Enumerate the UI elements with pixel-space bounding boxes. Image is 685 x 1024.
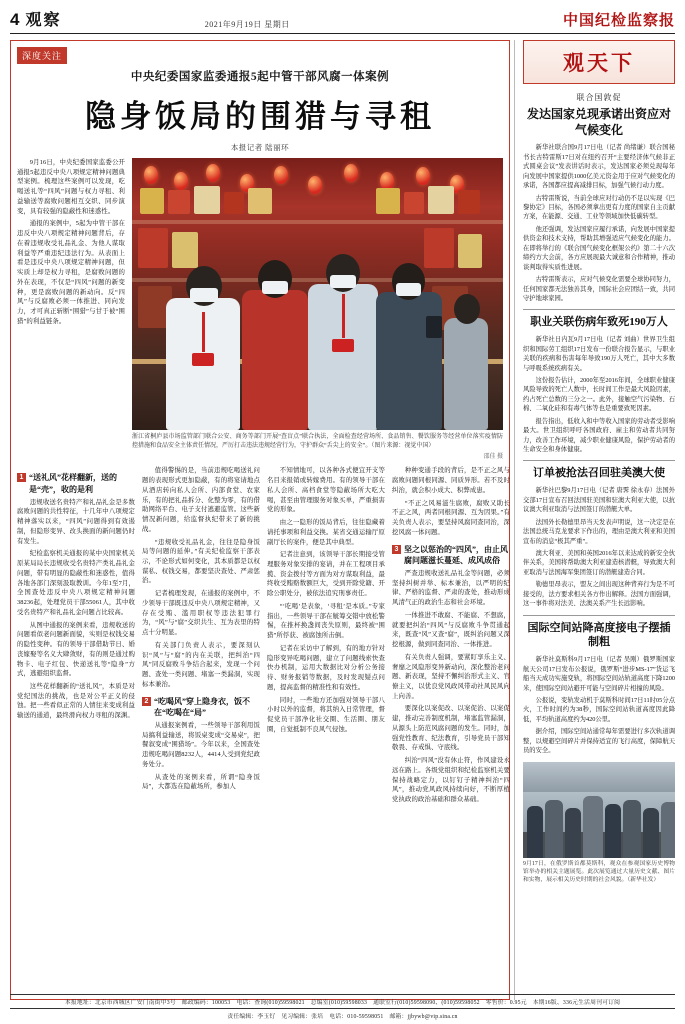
paragraph: 严查违规收送礼品礼金等问题，必须坚持纠树并举、标本兼治，以严明的纪律、严格的监督、严肃的查处，推动形成风清气正的政治生态和社会环境。 [392, 569, 510, 607]
feature-column-4 [267, 466, 385, 807]
feature-photo-credit: 邵佳 摄 [483, 454, 503, 461]
world-news-column [514, 40, 675, 1000]
paragraph: 同时，一些地方还加强对领导干部八小时以外的监督，将其纳入日常管理，督促党员干部净化社交圈、生活圈、朋友圈，自觉抵制不良风气侵蚀。 [267, 696, 385, 733]
issue-date: 2021年9月19日 星期日 [204, 20, 290, 29]
feature-columns [17, 466, 510, 807]
divider [523, 615, 675, 616]
paragraph: 要深化以案促改、以案促治、以案促建，推动完善制度机制，堵塞监管漏洞，从源头上防范风腐问题的发生。同时，加强党性教育、纪法教育，引导党员干部知敬畏、存戒惧、守底线。 [392, 705, 510, 752]
news-headline: 国际空间站降高度接电子摆插制粗 [527, 621, 671, 649]
paragraph: 通报的案例中，5起为中管干部在违反中央八项规定精神问题背后，存在着违规收受礼品礼金、为他人谋取利益等严重违纪违法行为。从表面上看是违反中央八项规定精神问题，但实质上却是权力寻租，是腐败问题的外在表现，不仅是“四风”问题的新变种，更是腐败问题的新动向。反“四风”与反腐败必须一体推进、同向发力，才可真正斩断“围猎”与甘于被“围猎”的利益链条。 [17, 220, 125, 325]
page-number: 4 [10, 10, 20, 29]
paragraph: 从图中通报的案例来看，违规收送的问题看似老问题新面貌，实则是权钱交易的隐性变种。有的领导干部借助节日、婚丧嫁娶等名义大肆敛财，有的则是通过购物卡、电子红包、快递送礼等“隐身”方式，逃避组织监督。 [17, 621, 135, 678]
paragraph: 记者梳理发现，在通报的案例中，不少领导干部既违反中央八项规定精神，又存在受贿、滥用职权等违法犯罪行为，“风”与“腐”交织共生、互为表里的特点十分明显。 [142, 590, 260, 637]
feature-byline: 本报记者 陆丽环 [230, 143, 290, 152]
paragraph: 据介绍，国际空间站通常每年需要进行多次轨道调整，以规避空间碎片并保持适宜的飞行高度，保障航天员的安全。 [523, 728, 675, 755]
subheading-text: 坚之以惩治的“四风”，由止风腐问题滋长蔓延、成风成俗 [404, 544, 508, 565]
news-headline: 订单被抢法召回驻美澳大使 [533, 467, 665, 480]
feature-tag-row [17, 47, 503, 64]
paragraph: 记者注意到，该领导干部长期接受管理服务对象安排的宴请，并在工程项目承揽、资金拨付等方面为对方谋取利益，最终收受贿赂数额巨大，受到开除党籍、开除公职处分，被依法追究刑事责任。 [267, 551, 385, 598]
news-headline: 发达国家兑现承诺出资应对气候变化 [526, 107, 671, 138]
news-eyebrow: 联合国敦促 [576, 93, 622, 102]
feature-photo-caption: 浙江省桐庐县市场监管部门联合公安、商务等部门开展“查盲点”联合执法，全面检查经营场所、食品销售、餐饮服务等经营单位落实疫情防控措施和食品安全主体责任情况，严厉打击违法违规经营行为，守护群众“舌尖上的安全”。（图片来源：视觉中国） [132, 434, 503, 449]
paragraph: 从查处的案例来看，所谓“隐身饭局”，大都选在隐蔽场所，参加人 [142, 773, 260, 791]
paragraph: 这些花样翻新的“送礼风”，本质是对党纪国法的挑战，也是对公平正义的侵蚀。把一些看似正常的人情往来变成利益输送的通道，最终滑向权力寻租的深渊。 [17, 682, 135, 720]
feature-photo [132, 158, 503, 430]
paragraph: 一体推进不敢腐、不能腐、不想腐，就要把纠治“四风”与反腐败斗争贯通起来，既查“风”又查“腐”，既纠治问题又深挖根源，做到同查同治、一体推进。 [392, 611, 510, 649]
divider [523, 460, 675, 461]
paragraph: 新华社莫斯科9月17日电（记者 吴刚）俄罗斯国家航天公司17日发布公报说，俄罗斯“进步MS-17”货运飞船当天成功实施变轨，将国际空间站轨道高度下降1200米，使国际空间站避开可能与空间碎片相撞的风险。 [523, 656, 675, 692]
feature-top-block [17, 158, 503, 460]
section-title: 观察 [25, 12, 62, 29]
subheading-number: 3 [392, 545, 401, 554]
paragraph: 新华社日内瓦9月17日电（记者 刘曲）世界卫生组织和国际劳工组织17日发布一份联合报告显示，与职业关联的疾病和伤害每年导致190万人死亡，其中大多数与呼吸系统疾病有关。 [523, 336, 675, 372]
paragraph: “‘吃喝’是表象，‘寻租’是本质。”专家指出，一些领导干部在觥筹交错中放松警惕，在推杯换盏间丧失原则，最终被“围猎”所俘获、被腐蚀所击倒。 [267, 602, 385, 640]
paragraph: 澳大利亚、美国和英国2016年以来达成的新安全伙伴关系，美国将帮助澳大利亚建造核潜艇，导致澳大利亚取消与法国海军集团签订的潜艇建造合同。 [523, 549, 675, 576]
news-item-3 [523, 466, 675, 608]
subheading-number: 1 [17, 473, 26, 482]
feature-column-3 [142, 466, 260, 807]
world-news-banner-title: 观天下 [563, 51, 635, 75]
feature-tag: 深度关注 [17, 47, 67, 64]
feature-column-5 [392, 466, 510, 807]
subheading [17, 472, 135, 494]
divider [523, 309, 675, 310]
news-item-4 [523, 621, 675, 756]
paragraph: 由之一隐形的饭局背后，往往隐藏着请托事项和利益交换。某省交通运输厅原副厅长的案件，便是其中典型。 [267, 519, 385, 546]
paragraph: 记者在采访中了解到，有的地方针对隐形变异吃喝问题，建立了问题线索快查快办机制，运用大数据比对分析公务接待、财务报销等数据，及时发现疑点问题，提高监督的精准性和有效性。 [267, 644, 385, 691]
feature-headline: 隐身饭局的围猎与寻租 [85, 99, 435, 134]
world-news-photo [523, 762, 675, 858]
paragraph: 从通报案例看，一些领导干部利用饭局搞利益输送，将饭桌变成“交易桌”，把餐叙变成“围猎场”。今年以来，全国查处违规吃喝问题8232人，4414人受到党纪政务处分。 [142, 721, 260, 768]
paragraph: 这份报告估计，2000年至2016年间，全球职业健康风险导致的死亡人数中，长时间工作是最大风险因素，约占死亡总数的三分之一。此外，接触空气污染物、石棉、二氧化硅和有毒气体等也是重要致死因素。 [523, 376, 675, 413]
paragraph: 报告指出，低收入和中等收入国家的劳动者受影响最大。世卫组织呼吁各国政府、雇主和劳动者共同努力，改善工作环境，减少职业健康风险，保护劳动者的生命安全和身体健康。 [523, 417, 675, 454]
subheading [142, 696, 260, 718]
paragraph: 种种变通手段的背后，是不正之风与腐败问题同根同源、同质异形。若不及时纠治，就会积小成大、积弊成患。 [392, 467, 510, 494]
feature-column-1 [17, 158, 125, 460]
paragraph: 有关部门负责人表示，要深刻认识“风”与“腐”的内在关联，把纠治“四风”同反腐败斗争结合起来，发现一个问题、查处一类问题、堵塞一类漏洞，实现标本兼治。 [142, 641, 260, 688]
feature-column-2 [17, 466, 135, 807]
paragraph: “不正之风易滋生腐败，腐败又助长不正之风，两者同根同源、互为因果。”有关负责人表示，要坚持风腐同查同治，深挖风腐一体问题。 [392, 499, 510, 536]
page-body [10, 40, 675, 1000]
paragraph: 纠治“四风”没有休止符，作风建设永远在路上。各级党组织和纪检监察机关要保持战略定力，以钉钉子精神纠治“四风”，推动党风政风持续向好，不断厚植党执政的政治基础和群众基础。 [392, 757, 510, 804]
paragraph: “违规收受礼品礼金，往往是隐身饭局等问题的延伸。”有关纪检监察干部表示，不论形式如何变化，其本质都是以权谋私、权钱交易，都要坚决查处、严肃惩治。 [142, 538, 260, 585]
paragraph: 违规收送名贵特产和礼品礼金是多数腐败问题的共性特征，十几年中八项规定精神落实以来，“四风”问题得到有效遏制，但隐形变异、改头换面的新问题仍时有发生。 [17, 498, 135, 545]
feature-photo-area [132, 158, 503, 460]
paragraph: 9月16日，中央纪委国家监委公开通报5起违反中央八项规定精神问题典型案例。梳理这些案例可以发现，吃喝送礼等“四风”问题与权力寻租、利益输送等腐败问题相互交织、同步演变，具有较强的隐蔽性和迷惑性。 [17, 159, 125, 215]
masthead-left [10, 7, 61, 30]
paragraph: 新华社巴黎9月17日电（记者 唐霁 徐永春）法国外交部17日宣布召回法国驻美国和驻澳大利亚大使，以抗议澳大利亚取消与法国签订的潜艇大单。 [523, 487, 675, 514]
news-headline: 职业关联伤病年致死190万人 [530, 316, 668, 329]
paper-logo: 中国纪检监察报 [562, 13, 675, 29]
subheading-number: 2 [142, 697, 151, 706]
paragraph: 有关负责人强调，要紧盯享乐主义、奢靡之风隐形变异新动向，深化整治老问题、新表现，坚持不懈纠治形式主义、官僚主义，以优良党风政风带动社风民风向上向善。 [392, 653, 510, 700]
footer-contact: 本报地址：北京市西城区广安门南街甲3号 邮政编码：100053 电话：查询(010)59598021 总编室(010)59598033 通联室行(010)59598090、(010)59598052 零售价：0.95元 本期16版、336元生活周刊可订阅 [10, 994, 675, 1009]
paragraph: 古特雷斯说，当前全球应对行动仍不足以实现《巴黎协定》目标，各国必须拿出更有力度的国家自主贡献方案，在能源、交通、工业等领域加快低碳转型。 [523, 194, 675, 221]
paragraph: 公报说，变轨发动机于莫斯科时间17日11时05分点火，工作时间约为38秒，国际空间站轨道高度因此降低，平均轨道高度约为420公里。 [523, 697, 675, 723]
masthead [10, 8, 675, 34]
feature-article [10, 40, 510, 1000]
paragraph: 勒德里昂表示，盟友之间出现这种背弃行为是不可接受的，法方要求相关各方作出解释。法国方面强调，这一事件将对法美、法澳关系产生长远影响。 [523, 581, 675, 608]
footer-editors: 责任编辑：李玉钌 见习编辑：张培 电话：010-59598051 邮箱：jjbywb@vip.sina.cn [227, 1014, 458, 1020]
news-item-1 [523, 92, 675, 303]
paragraph: 古特雷斯表示，应对气候变化需要全球协同努力，任何国家都无法独善其身，国际社会应团结一致，共同守护地球家园。 [523, 276, 675, 302]
paragraph: 法国外长勒德里昂当天发表声明说，这一决定是在法国总统马克龙要求下作出的，理由是澳大利亚和美国宣布的消息“极其严重”。 [523, 518, 675, 545]
paragraph: 新华社联合国9月17日电（记者 尚绪谦）联合国秘书长古特雷斯17日对在纽约召开“主要经济体气候非正式圆桌会议”发表讲话时表示，发达国家必须兑现每年向发展中国家提供1000亿美元资金用于应对气候变化的承诺，各国都应提高减排目标，加强气候行动力度。 [523, 144, 675, 190]
world-news-banner [523, 40, 675, 84]
subheading-text: “送礼风”花样翻新，送的是“壳”，收的是利 [29, 473, 117, 494]
paragraph: 他还强调，发达国家应履行承诺，向发展中国家提供资金和技术支持，帮助其增强适应气候变化的能力。在即将举行的《联合国气候变化框架公约》第二十六次缔约方大会前，各方应展现最大诚意和合作精神，推动谈判取得实质性进展。 [523, 225, 675, 271]
subheading-text: “吃喝风”穿上隐身衣，饭不在“吃喝在“局” [154, 696, 250, 717]
subheading [392, 544, 510, 566]
paragraph: 不知情地可，以各种各式便宜开支等名目来报销或转嫁费用。有的领导干部在私人会所、高档食堂等隐蔽场所大吃大喝，甚至由管理服务对象买单，严重损害党的形象。 [267, 467, 385, 514]
paragraph: 纪检监察机关通报的某中央国家机关原某局局长违规收受名贵特产类礼品礼金问题，带有明显的隐蔽性和迷惑性，值得各地各部门深刻汲取教训。今年1至7月，全国查处违反中央八项规定精神问题38236起，处理党员干部55061人，其中收受名贵特产和礼品礼金问题占比较高。 [17, 550, 135, 616]
news-item-2 [523, 315, 675, 454]
feature-kicker: 中央纪委国家监委通报5起中管干部风腐一体案例 [130, 71, 390, 83]
page-footer [10, 994, 675, 1020]
paragraph: 值得警惕的是，当前违规吃喝送礼问题的表现形式更加隐蔽，有的将宴请地点从酒店转向私人会所、内部食堂、农家乐，有的把礼品拆分、化整为零，有的借助网络平台、电子支付逃避监管。这些新情况新问题，给监督执纪带来了新的挑战。 [142, 467, 260, 533]
world-news-photo-caption: 9月17日，在俄罗斯首都莫斯科，观众在参观国家历史博物馆举办的相关主题展览。此次展览通过大量历史文献、图片和实物，展示相关历史时期的社会风貌。（新华社发） [523, 860, 675, 884]
